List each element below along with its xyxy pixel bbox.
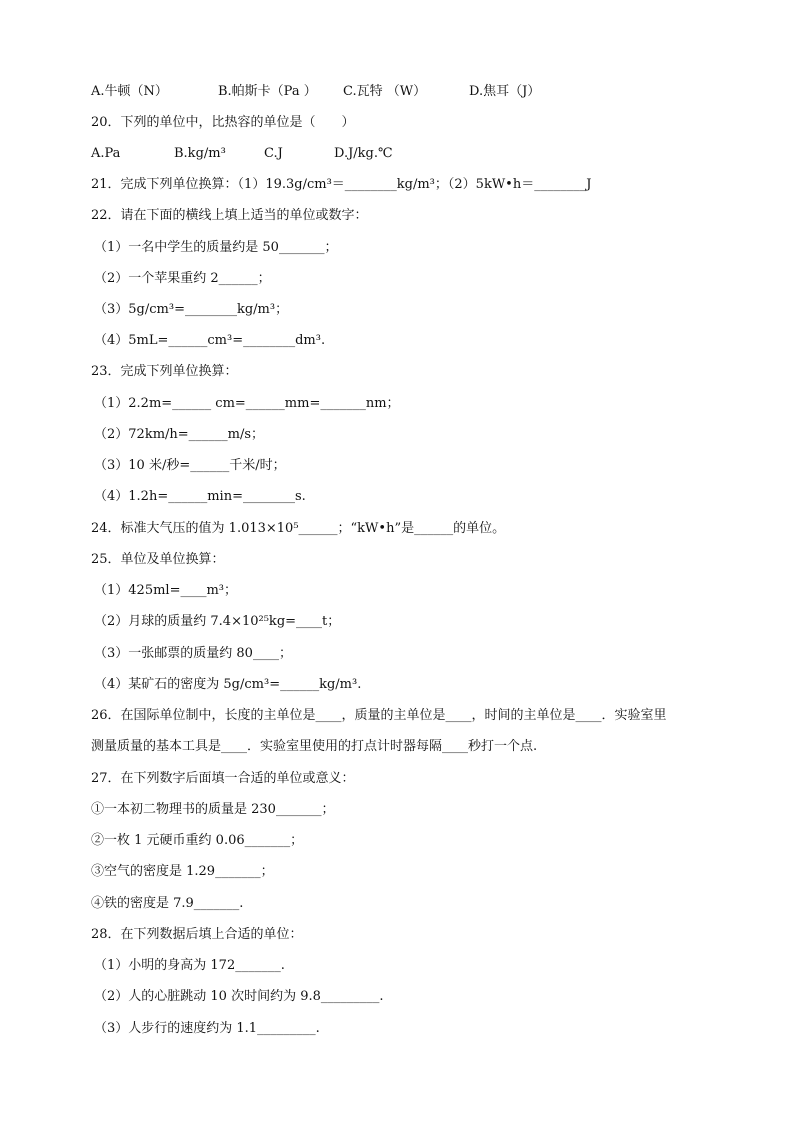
q27-stem: 27．在下列数字后面填一合适的单位或意义： xyxy=(91,771,355,786)
q25-stem: 25．单位及单位换算： xyxy=(91,552,225,567)
q28-item-1: （1）小明的身高为 172_______. xyxy=(94,958,285,973)
q25-item-2: （2）月球的质量约 7.4×10²⁵kg=____t； xyxy=(94,614,341,629)
q27-item-4: ④铁的密度是 7.9_______. xyxy=(91,896,244,911)
q20-option-c: C.J xyxy=(264,146,283,161)
q24-text: 24．标准大气压的值为 1.013×10⁵______；“kW•h”是______的单位。 xyxy=(91,521,506,536)
q19-option-b: B.帕斯卡（Pa ） xyxy=(218,84,317,99)
q20-options xyxy=(0,146,794,162)
q23-item-3: （3）10 米/秒=______千米/时； xyxy=(94,458,286,473)
q22-item-3: （3）5g/cm³=________kg/m³； xyxy=(94,302,289,317)
q19-option-c: C.瓦特 （W） xyxy=(343,84,427,99)
q22-item-2: （2）一个苹果重约 2______； xyxy=(94,271,271,286)
q20-option-a: A.Pa xyxy=(91,146,121,161)
q28-item-3: （3）人步行的速度约为 1.1_________. xyxy=(94,1021,320,1036)
q19-options xyxy=(0,84,794,100)
q25-item-3: （3）一张邮票的质量约 80____； xyxy=(94,646,292,661)
q22-item-4: （4）5mL=______cm³=________dm³. xyxy=(94,333,326,348)
q27-item-2: ②一枚 1 元硬币重约 0.06_______； xyxy=(91,833,304,848)
q25-item-1: （1）425ml=____m³； xyxy=(94,583,238,598)
q28-stem: 28．在下列数据后填上合适的单位： xyxy=(91,927,303,942)
q23-stem: 23．完成下列单位换算： xyxy=(91,364,238,379)
q20-option-d: D.J/kg.℃ xyxy=(334,146,393,161)
q19-option-d: D.焦耳（J） xyxy=(469,84,541,99)
q23-item-4: （4）1.2h=______min=________s. xyxy=(94,489,306,504)
q20-option-b: B.kg/m³ xyxy=(174,146,226,161)
q19-option-a: A.牛顿（N） xyxy=(91,84,168,99)
q27-item-1: ①一本初二物理书的质量是 230_______； xyxy=(91,802,335,817)
q26-line-2: 测量质量的基本工具是____．实验室里使用的打点计时器每隔____秒打一个点. xyxy=(91,739,538,754)
q27-item-3: ③空气的密度是 1.29_______； xyxy=(91,864,274,879)
q22-stem: 22．请在下面的横线上填上适当的单位或数字： xyxy=(91,208,368,223)
q28-item-2: （2）人的心脏跳动 10 次时间约为 9.8_________. xyxy=(94,989,384,1004)
q21-text: 21．完成下列单位换算：（1）19.3g/cm³＝________kg/m³；（2）5kW•h＝________J xyxy=(91,177,592,192)
q26-line-1: 26．在国际单位制中，长度的主单位是____，质量的主单位是____，时间的主单位是____．实验室里 xyxy=(91,708,667,723)
q20-stem: 20．下列的单位中，比热容的单位是（ ） xyxy=(91,115,355,130)
q23-item-2: （2）72km/h=______m/s； xyxy=(94,427,265,442)
q22-item-1: （1）一名中学生的质量约是 50_______； xyxy=(94,240,338,255)
q23-item-1: （1）2.2m=______ cm=______mm=_______nm； xyxy=(94,396,400,411)
q25-item-4: （4）某矿石的密度为 5g/cm³=______kg/m³. xyxy=(94,677,362,692)
